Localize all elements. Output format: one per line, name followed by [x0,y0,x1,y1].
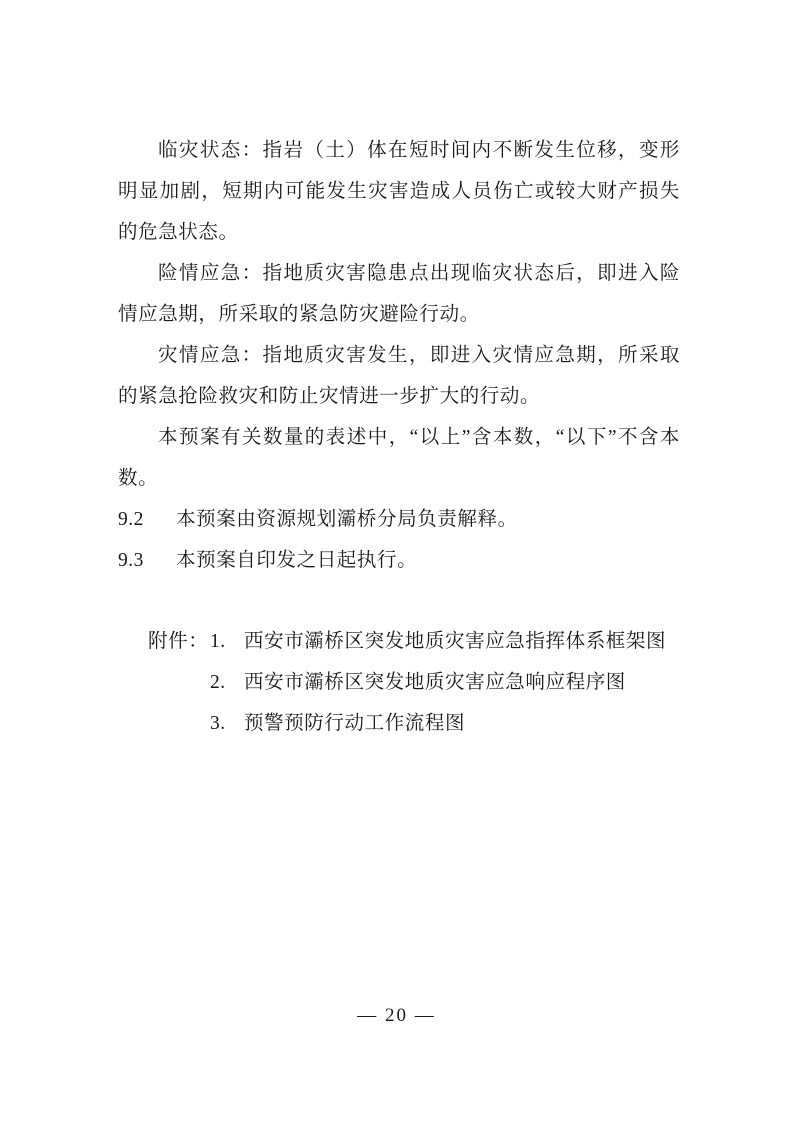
paragraph-shuliang-biaoshu: 本预案有关数量的表述中，“以上”含本数，“以下”不含本数。 [118,427,680,489]
document-body [118,130,680,744]
attachment-index: 1. [210,631,226,652]
section-9-3-text: 本预案自印发之日起执行。 [176,550,418,571]
attachment-text: 西安市灞桥区突发地质灾害应急响应程序图 [244,672,626,693]
attachment-index: 2. [210,672,226,693]
attachment-item [118,703,680,744]
page-number: — 20 — [357,1005,436,1026]
attachments-label: 附件： [148,631,209,652]
paragraph-linzai-zhuangtai: 临灾状态：指岩（土）体在短时间内不断发生位移，变形明显加剧，短期内可能发生灾害造成人员伤亡或较大财产损失的危急状态。 [118,140,680,243]
section-9-3 [118,540,680,581]
section-9-2 [118,499,680,540]
paragraph-zaiqing-yingji: 灾情应急：指地质灾害发生，即进入灾情应急期，所采取的紧急抢险救灾和防止灾情进一步扩大的行动。 [118,345,680,407]
section-9-2-text: 本预案由资源规划灞桥分局负责解释。 [176,509,518,530]
paragraph-xianqing-yingji: 险情应急：指地质灾害隐患点出现临灾状态后，即进入险情应急期，所采取的紧急防灾避险行动。 [118,263,680,325]
section-9-2-number: 9.2 [118,509,144,530]
attachment-text: 西安市灞桥区突发地质灾害应急指挥体系框架图 [244,631,667,652]
section-9-3-number: 9.3 [118,550,144,571]
attachment-index: 3. [210,713,226,734]
attachments-block [118,621,680,744]
attachment-text: 预警预防行动工作流程图 [244,713,466,734]
attachment-item [118,662,680,703]
attachment-item [118,621,680,662]
